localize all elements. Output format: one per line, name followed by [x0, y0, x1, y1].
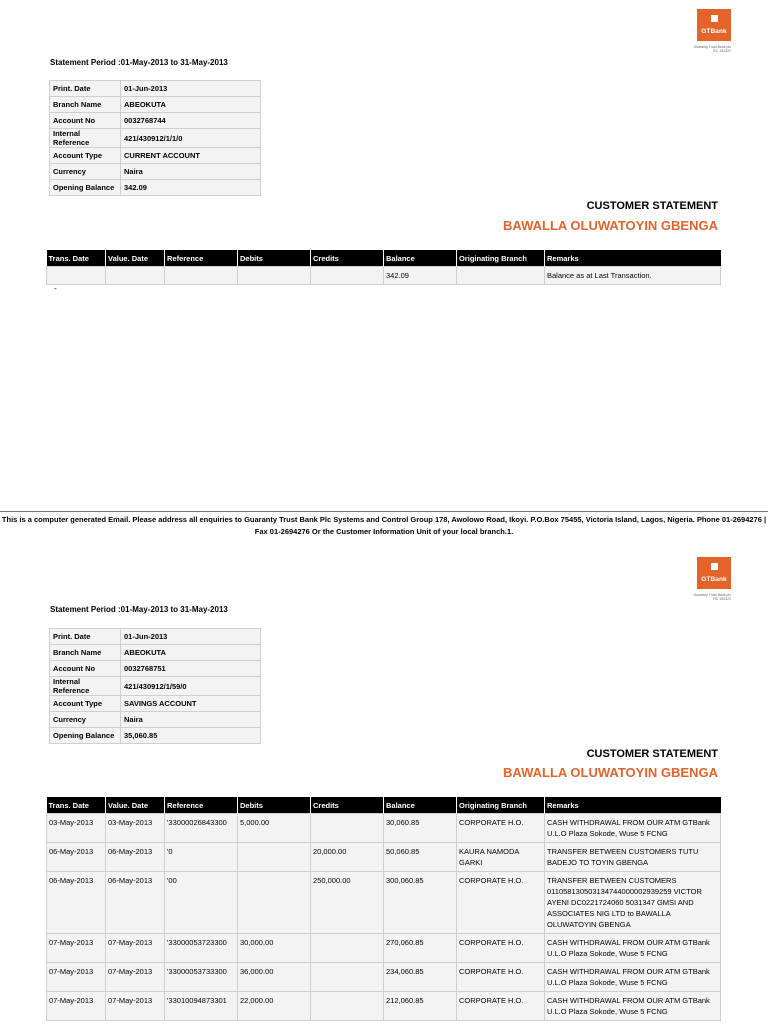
- info-row: Account Type CURRENT ACCOUNT: [50, 148, 261, 164]
- info-row: Opening Balance 342.09: [50, 180, 261, 196]
- table-row: 342.09 Balance as at Last Transaction.: [47, 267, 721, 285]
- customer-name: BAWALLA OLUWATOYIN GBENGA: [503, 218, 718, 233]
- page-divider: [0, 511, 768, 512]
- statement-title: CUSTOMER STATEMENT: [586, 200, 718, 212]
- table-row: 07-May-2013 07-May-2013 '33000053723300 30,000.00 270,060.85 CORPORATE H.O. CASH WITHDRAWAL FROM OUR ATM GTBank U.L.O Plaza Sokode, Wuse 5 FCNG: [47, 934, 721, 963]
- col-balance: Balance: [384, 797, 457, 814]
- col-originating-branch: Originating Branch: [457, 250, 545, 267]
- logo-text: GTBank: [701, 576, 727, 583]
- logo-square-icon: [711, 15, 718, 22]
- bank-tagline: Guaranty Trust Bank plc RC 152321: [693, 593, 731, 601]
- col-reference: Reference: [165, 250, 238, 267]
- transactions-table: [46, 797, 721, 1021]
- transactions-table: [46, 250, 721, 285]
- logo-square-icon: [711, 563, 718, 570]
- col-trans-date: Trans. Date: [47, 250, 106, 267]
- col-balance: Balance: [384, 250, 457, 267]
- statement-period: Statement Period :01-May-2013 to 31-May-2013: [50, 58, 228, 67]
- table-row: 03-May-2013 03-May-2013 '33000026843300 5,000.00 30,060.85 CORPORATE H.O. CASH WITHDRAWAL FROM OUR ATM GTBank U.L.O Plaza Sokode, Wuse 5 FCNG: [47, 814, 721, 843]
- account-info-table: [49, 628, 261, 744]
- col-debits: Debits: [238, 250, 311, 267]
- footer-notice: [0, 514, 768, 538]
- col-trans-date: Trans. Date: [47, 797, 106, 814]
- statement-title: CUSTOMER STATEMENT: [586, 748, 718, 760]
- table-row: 06-May-2013 06-May-2013 '00 250,000.00 300,060.85 CORPORATE H.O. TRANSFER BETWEEN CUSTOMERS 011058130503134744000002939259 VICTOR AYENI DC0221724060 5031347 GMSI AND ASSOCIATES NIG LTD to BAWALLA OLUWATOYIN GBENGA: [47, 872, 721, 934]
- table-header: [47, 797, 721, 814]
- info-row: Branch Name ABEOKUTA: [50, 97, 261, 113]
- col-debits: Debits: [238, 797, 311, 814]
- logo-text: GTBank: [701, 28, 727, 35]
- info-row: Internal Reference 421/430912/1/1/0: [50, 129, 261, 148]
- footer-line-1: This is a computer generated Email. Please address all enquiries to Guaranty Trust Bank Plc Systems and Control Group 178, Awolowo Road, Ikoyi. P.O.Box 75455, Victoria Island, Lagos, Nigeria. Phone 01-2694276 |: [1, 515, 767, 524]
- col-credits: Credits: [311, 250, 384, 267]
- account-info-table: [49, 80, 261, 196]
- info-row: Opening Balance 35,060.85: [50, 728, 261, 744]
- col-originating-branch: Originating Branch: [457, 797, 545, 814]
- info-row: Currency Naira: [50, 164, 261, 180]
- statement-period: Statement Period :01-May-2013 to 31-May-2013: [50, 605, 228, 614]
- info-row: Branch Name ABEOKUTA: [50, 645, 261, 661]
- info-row: Account No 0032768751: [50, 661, 261, 677]
- gtbank-logo: [697, 557, 731, 589]
- info-row: Print. Date 01-Jun-2013: [50, 81, 261, 97]
- col-credits: Credits: [311, 797, 384, 814]
- bank-tagline: Guaranty Trust Bank plc RC 152321: [693, 45, 731, 53]
- col-value-date: Value. Date: [106, 250, 165, 267]
- col-value-date: Value. Date: [106, 797, 165, 814]
- info-row: Currency Naira: [50, 712, 261, 728]
- table-header: [47, 250, 721, 267]
- gtbank-logo: [697, 9, 731, 41]
- info-row: Internal Reference 421/430912/1/59/0: [50, 677, 261, 696]
- info-row: Account No 0032768744: [50, 113, 261, 129]
- footer-line-2: Fax 01-2694276 Or the Customer Information Unit of your local branch.1.: [254, 527, 514, 536]
- customer-name: BAWALLA OLUWATOYIN GBENGA: [503, 765, 718, 780]
- trailing-dash: -: [54, 284, 57, 293]
- info-row: Account Type SAVINGS ACCOUNT: [50, 696, 261, 712]
- info-row: Print. Date 01-Jun-2013: [50, 629, 261, 645]
- col-remarks: Remarks: [545, 250, 721, 267]
- table-row: 07-May-2013 07-May-2013 '33010094873301 22,000.00 212,060.85 CORPORATE H.O. CASH WITHDRAWAL FROM OUR ATM GTBank U.L.O Plaza Sokode, Wuse 5 FCNG: [47, 992, 721, 1021]
- col-remarks: Remarks: [545, 797, 721, 814]
- col-reference: Reference: [165, 797, 238, 814]
- table-row: 06-May-2013 06-May-2013 '0 20,000.00 50,060.85 KAURA NAMODA GARKI TRANSFER BETWEEN CUSTOMERS TUTU BADEJO TO TOYIN GBENGA: [47, 843, 721, 872]
- table-row: 07-May-2013 07-May-2013 '33000053733300 36,000.00 234,060.85 CORPORATE H.O. CASH WITHDRAWAL FROM OUR ATM GTBank U.L.O Plaza Sokode, Wuse 5 FCNG: [47, 963, 721, 992]
